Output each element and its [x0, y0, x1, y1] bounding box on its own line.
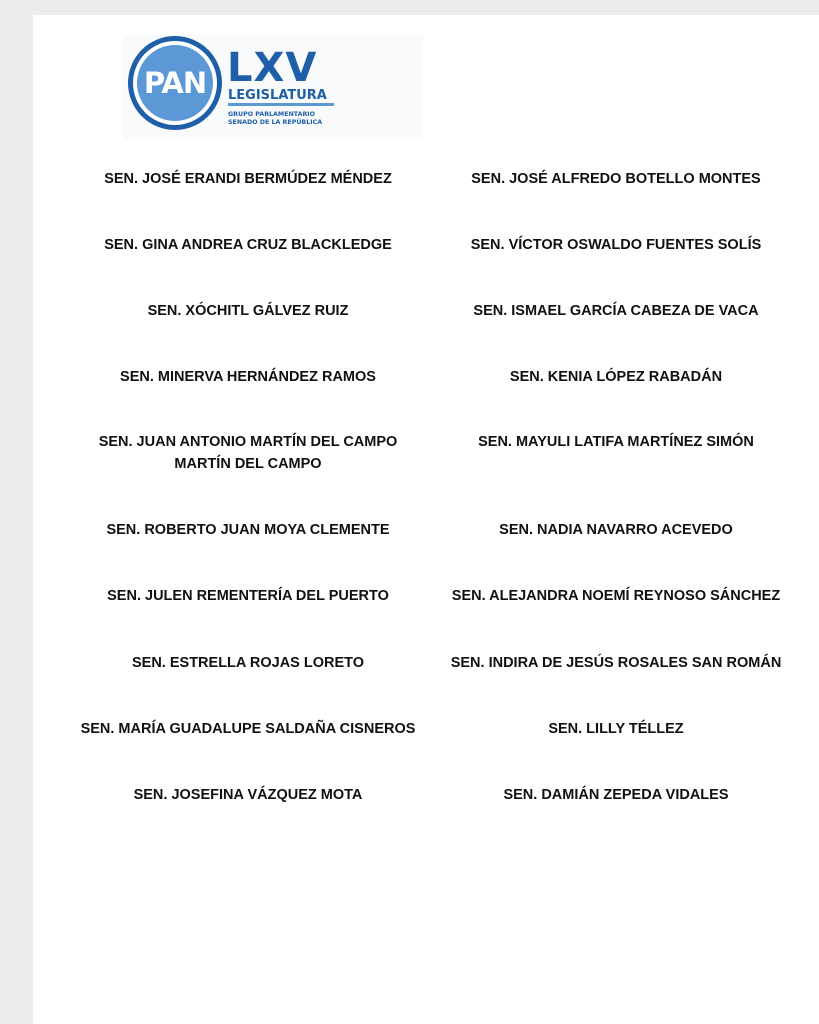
logo-group-line1: GRUPO PARLAMENTARIO [228, 111, 315, 118]
logo-party-text: PAN [143, 66, 207, 100]
senator-name: SEN. JUAN ANTONIO MARTÍN DEL CAMPO [98, 434, 398, 450]
senator-name: SEN. JOSÉ ERANDI BERMÚDEZ MÉNDEZ [104, 171, 392, 187]
pan-lxv-logo [123, 35, 423, 139]
senator-name: SEN. GINA ANDREA CRUZ BLACKLEDGE [104, 237, 392, 253]
senator-name: SEN. XÓCHITL GÁLVEZ RUIZ [147, 303, 349, 319]
logo-subtitle-text: LEGISLATURA [228, 88, 327, 103]
logo-group-line2: SENADO DE LA REPÚBLICA [228, 119, 323, 126]
senator-name: SEN. JOSEFINA VÁZQUEZ MOTA [133, 787, 363, 803]
senator-name: SEN. INDIRA DE JESÚS ROSALES SAN ROMÁN [450, 655, 782, 671]
senator-name: SEN. VÍCTOR OSWALDO FUENTES SOLÍS [470, 237, 762, 253]
senator-name: SEN. KENIA LÓPEZ RABADÁN [509, 369, 723, 385]
senator-name: SEN. MARÍA GUADALUPE SALDAÑA CISNEROS [80, 721, 416, 737]
logo-graphic [123, 35, 423, 139]
senator-name: SEN. ISMAEL GARCÍA CABEZA DE VACA [473, 303, 759, 319]
senator-name-continuation: MARTÍN DEL CAMPO [174, 456, 322, 472]
senator-name: SEN. DAMIÁN ZEPEDA VIDALES [503, 787, 729, 803]
senator-name: SEN. ALEJANDRA NOEMÍ REYNOSO SÁNCHEZ [451, 588, 781, 604]
senator-name: SEN. JULEN REMENTERÍA DEL PUERTO [107, 588, 389, 604]
senator-name: SEN. ROBERTO JUAN MOYA CLEMENTE [106, 522, 390, 538]
document-page [33, 15, 819, 1024]
senator-name: SEN. JOSÉ ALFREDO BOTELLO MONTES [471, 171, 761, 187]
senator-name: SEN. MAYULI LATIFA MARTÍNEZ SIMÓN [478, 434, 754, 450]
senator-name: SEN. NADIA NAVARRO ACEVEDO [499, 522, 733, 538]
logo-legislature-text: LXV [227, 45, 318, 91]
senator-name: SEN. MINERVA HERNÁNDEZ RAMOS [120, 369, 376, 385]
senator-name: SEN. ESTRELLA ROJAS LORETO [131, 655, 365, 671]
senator-name: SEN. LILLY TÉLLEZ [548, 721, 684, 737]
logo-divider [228, 103, 334, 106]
